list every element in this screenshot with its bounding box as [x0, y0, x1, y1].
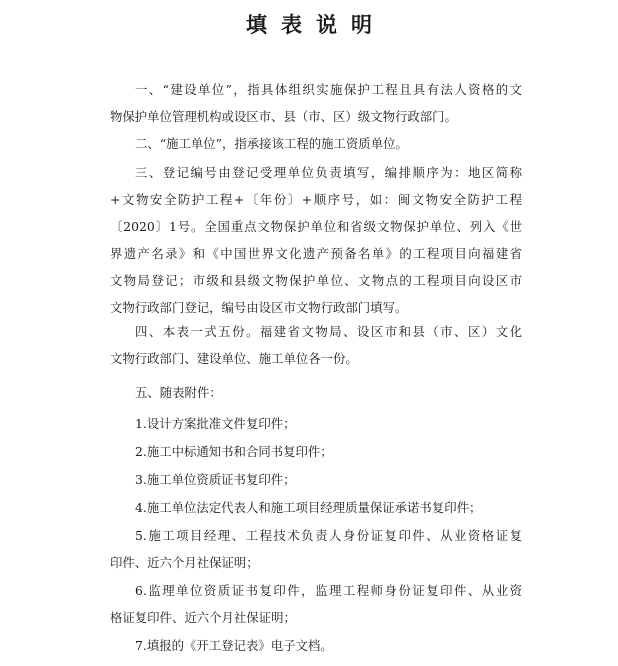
paragraph-line: 6.监理单位资质证书复印件，监理工程师身份证复印件、从业资	[135, 583, 522, 598]
paragraph-line: 物保护单位管理机构或设区市、县（市、区）级文物行政部门。	[110, 109, 457, 124]
paragraph-line: 一、“建设单位”，指具体组织实施保护工程且具有法人资格的文	[135, 82, 522, 97]
paragraph-line: 四、本表一式五份。福建省文物局、设区市和县（市、区）文化	[135, 324, 522, 339]
paragraph-1	[110, 76, 522, 130]
attachment-item-6	[110, 577, 522, 631]
paragraph-line: 三、登记编号由登记受理单位负责填写，编排顺序为：地区简称	[135, 165, 522, 180]
attachment-item-1: 1.设计方案批准文件复印件；	[135, 416, 296, 431]
paragraph-5	[110, 379, 522, 406]
paragraph-line: 文物局登记；市级和县级文物保护单位、文物点的工程项目向设区市	[110, 273, 522, 288]
paragraph-line: 文物行政部门登记，编号由设区市文物行政部门填写。	[110, 300, 408, 315]
paragraph-2	[110, 130, 522, 157]
paragraph-line: 印件、近六个月社保证明；	[110, 555, 259, 570]
paragraph-line: 5.施工项目经理、工程技术负责人身份证复印件、从业资格证复	[135, 528, 522, 543]
paragraph-line: 界遗产名录》和《中国世界文化遗产预备名单》的工程项目向福建省	[110, 246, 522, 261]
paragraph-line: 五、随表附件：	[135, 385, 222, 400]
attachment-item-3: 3.施工单位资质证书复印件；	[135, 472, 296, 487]
attachment-item-7: 7.填报的《开工登记表》电子文档。	[135, 638, 333, 653]
paragraph-4	[110, 318, 522, 372]
paragraph-line: 格证复印件、近六个月社保证明；	[110, 610, 296, 625]
page-title: 填表说明	[246, 13, 386, 37]
paragraph-line: +文物安全防护工程+〔年份〕+顺序号，如：闽文物安全防护工程	[110, 192, 522, 207]
paragraph-3	[110, 159, 522, 321]
attachment-item-4: 4.施工单位法定代表人和施工项目经理质量保证承诺书复印件；	[135, 500, 482, 515]
paragraph-line: 〔2020〕1号。全国重点文物保护单位和省级文物保护单位、列入《世	[110, 219, 522, 234]
attachment-item-2: 2.施工中标通知书和合同书复印件；	[135, 444, 333, 459]
paragraph-line: 文物行政部门、建设单位、施工单位各一份。	[110, 351, 358, 366]
attachment-item-5	[110, 522, 522, 576]
paragraph-line: 二、“施工单位”，指承接该工程的施工资质单位。	[135, 136, 408, 151]
